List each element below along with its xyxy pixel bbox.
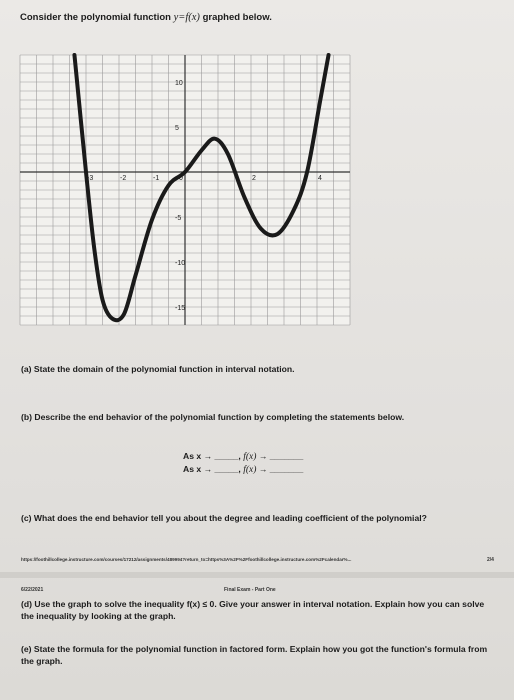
end-behavior-2-arrow-2: → (258, 464, 268, 474)
footer-url[interactable]: https://foothillcollege.instructure.com/courses/17212/assignments/489994?return_to=https%3A%2F%2Ffoothillcollege.instructure.com%2Fcalendar%... (21, 557, 352, 562)
x-tick-label: -3 (87, 175, 94, 182)
question-b: (b) Describe the end behavior of the polynomial function by completing the statements below. (21, 412, 405, 422)
end-behavior-1-arrow-2: → (258, 451, 268, 461)
end-behavior-2-arrow: → (203, 464, 213, 474)
end-behavior-1-prefix: As x (183, 451, 202, 461)
y-tick-label: 10 (175, 80, 183, 87)
y-tick-label: 5 (175, 125, 179, 132)
y-tick-label: -15 (175, 305, 186, 312)
footer-page-number: 2/4 (487, 557, 494, 563)
question-d: (d) Use the graph to solve the inequality f(x) ≤ 0. Give your answer in interval notation. Explain how you can solve the inequality by looking at the graph. (21, 599, 485, 621)
end-behavior-2-blank[interactable]: _____, (214, 464, 241, 474)
end-behavior-line-2 (183, 464, 303, 475)
end-behavior-1-arrow: → (203, 451, 213, 461)
end-behavior-1-blank[interactable]: _____, (214, 451, 241, 461)
header-date: 6/22/2021 (21, 587, 44, 593)
x-tick-label: 0 (179, 175, 183, 182)
end-behavior-line-1 (183, 451, 303, 462)
question-e: (e) State the formula for the polynomial function in factored form. Explain how you got the function's formula from the graph. (21, 644, 488, 666)
x-tick-label: 2 (252, 175, 256, 182)
end-behavior-2-prefix: As x (183, 464, 202, 474)
x-tick-label: -1 (153, 175, 160, 182)
question-c: (c) What does the end behavior tell you about the degree and leading coefficient of the polynomial? (21, 513, 427, 523)
header-exam-title: Final Exam - Part One (224, 587, 276, 593)
question-a: (a) State the domain of the polynomial function in interval notation. (21, 364, 295, 374)
function-notation: y=f(x) (173, 12, 200, 23)
end-behavior-1-blank-2[interactable]: _______ (269, 451, 304, 461)
end-behavior-1-fx: f(x) (243, 452, 257, 462)
y-tick-label: -5 (175, 215, 182, 222)
end-behavior-2-blank-2[interactable]: _______ (269, 464, 304, 474)
x-tick-label: -2 (120, 175, 127, 182)
end-behavior-2-fx: f(x) (243, 465, 257, 475)
y-tick-label: -10 (175, 260, 186, 267)
intro-before: Consider the polynomial function (20, 12, 171, 23)
intro-after: graphed below. (202, 12, 272, 23)
x-tick-label: 4 (318, 175, 322, 182)
page-break (0, 572, 514, 578)
